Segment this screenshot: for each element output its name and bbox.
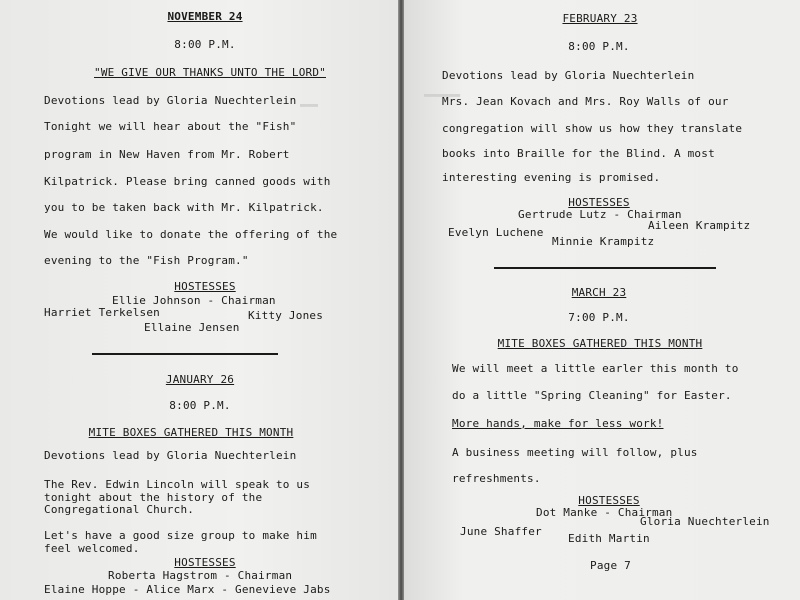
november-time: 8:00 P.M. [174, 38, 236, 51]
march-hostess-right: Gloria Nuechterlein [640, 515, 770, 528]
march-business-line-2: refreshments. [452, 472, 541, 485]
november-line-1: Devotions lead by Gloria Nuechterlein [44, 94, 297, 107]
february-line-2: Mrs. Jean Kovach and Mrs. Roy Walls of our [442, 95, 729, 108]
january-devotions: Devotions lead by Gloria Nuechterlein [44, 449, 297, 462]
february-heading: FEBRUARY 23 [562, 12, 638, 25]
february-line-5: interesting evening is promised. [442, 171, 661, 184]
january-time: 8:00 P.M. [169, 399, 231, 412]
november-line-4: Kilpatrick. Please bring canned goods with [44, 175, 331, 188]
february-line-3: congregation will show us how they translate [442, 122, 743, 135]
february-line-4: books into Braille for the Blind. A most [442, 147, 715, 160]
right-page [404, 0, 800, 600]
left-page [0, 0, 398, 600]
page-number: Page 7 [590, 559, 631, 572]
february-time: 8:00 P.M. [568, 40, 630, 53]
november-line-2: Tonight we will hear about the "Fish" [44, 120, 297, 133]
november-theme: "WE GIVE OUR THANKS UNTO THE LORD" [94, 66, 326, 79]
january-speak-line-1: The Rev. Edwin Lincoln will speak to us [44, 478, 311, 491]
january-speak-line-2: tonight about the history of the [44, 491, 263, 504]
february-hostess-right: Aileen Krampitz [648, 219, 751, 232]
march-line-1: We will meet a little earler this month to [452, 362, 739, 375]
february-hostesses-label: HOSTESSES [568, 196, 630, 209]
january-speak-line-3: Congregational Church. [44, 503, 195, 516]
march-heading: MARCH 23 [571, 286, 627, 299]
january-hostesses-label: HOSTESSES [174, 556, 236, 569]
march-theme: MITE BOXES GATHERED THIS MONTH [497, 337, 703, 350]
january-heading: JANUARY 26 [165, 373, 235, 386]
march-hostesses-label: HOSTESSES [578, 494, 640, 507]
november-line-5: you to be taken back with Mr. Kilpatrick. [44, 201, 324, 214]
november-chairman: Ellie Johnson - Chairman [112, 294, 276, 307]
section-divider [494, 267, 716, 269]
january-hostesses-others: Elaine Hoppe - Alice Marx - Genevieve Jabs [44, 583, 331, 596]
march-time: 7:00 P.M. [568, 311, 630, 324]
february-hostess-left: Evelyn Luchene [448, 226, 544, 239]
january-theme: MITE BOXES GATHERED THIS MONTH [88, 426, 294, 439]
november-hostess-left: Harriet Terkelsen [44, 306, 160, 319]
february-hostess-bottom: Minnie Krampitz [552, 235, 655, 248]
section-divider [92, 353, 278, 355]
march-business-line-1: A business meeting will follow, plus [452, 446, 698, 459]
march-hostess-left: June Shaffer [460, 525, 542, 538]
march-slogan: More hands, make for less work! [452, 417, 664, 430]
february-chairman: Gertrude Lutz - Chairman [518, 208, 682, 221]
november-line-7: evening to the "Fish Program." [44, 254, 249, 267]
january-welcome-line-2: feel welcomed. [44, 542, 140, 555]
march-chairman: Dot Manke - Chairman [536, 506, 673, 519]
show-through-text: ▬▬▬▬▬▬ [424, 90, 461, 101]
show-through-text: ▬▬▬ [300, 100, 319, 111]
january-welcome-line-1: Let's have a good size group to make him [44, 529, 317, 542]
february-line-1: Devotions lead by Gloria Nuechterlein [442, 69, 695, 82]
november-line-3: program in New Haven from Mr. Robert [44, 148, 290, 161]
march-hostess-bottom: Edith Martin [568, 532, 650, 545]
november-line-6: We would like to donate the offering of the [44, 228, 338, 241]
november-heading: NOVEMBER 24 [167, 10, 243, 23]
november-hostesses-label: HOSTESSES [174, 280, 236, 293]
november-hostess-right: Kitty Jones [248, 309, 324, 322]
january-chairman: Roberta Hagstrom - Chairman [108, 569, 293, 582]
november-hostess-bottom: Ellaine Jensen [144, 321, 240, 334]
march-line-2: do a little "Spring Cleaning" for Easter. [452, 389, 732, 402]
